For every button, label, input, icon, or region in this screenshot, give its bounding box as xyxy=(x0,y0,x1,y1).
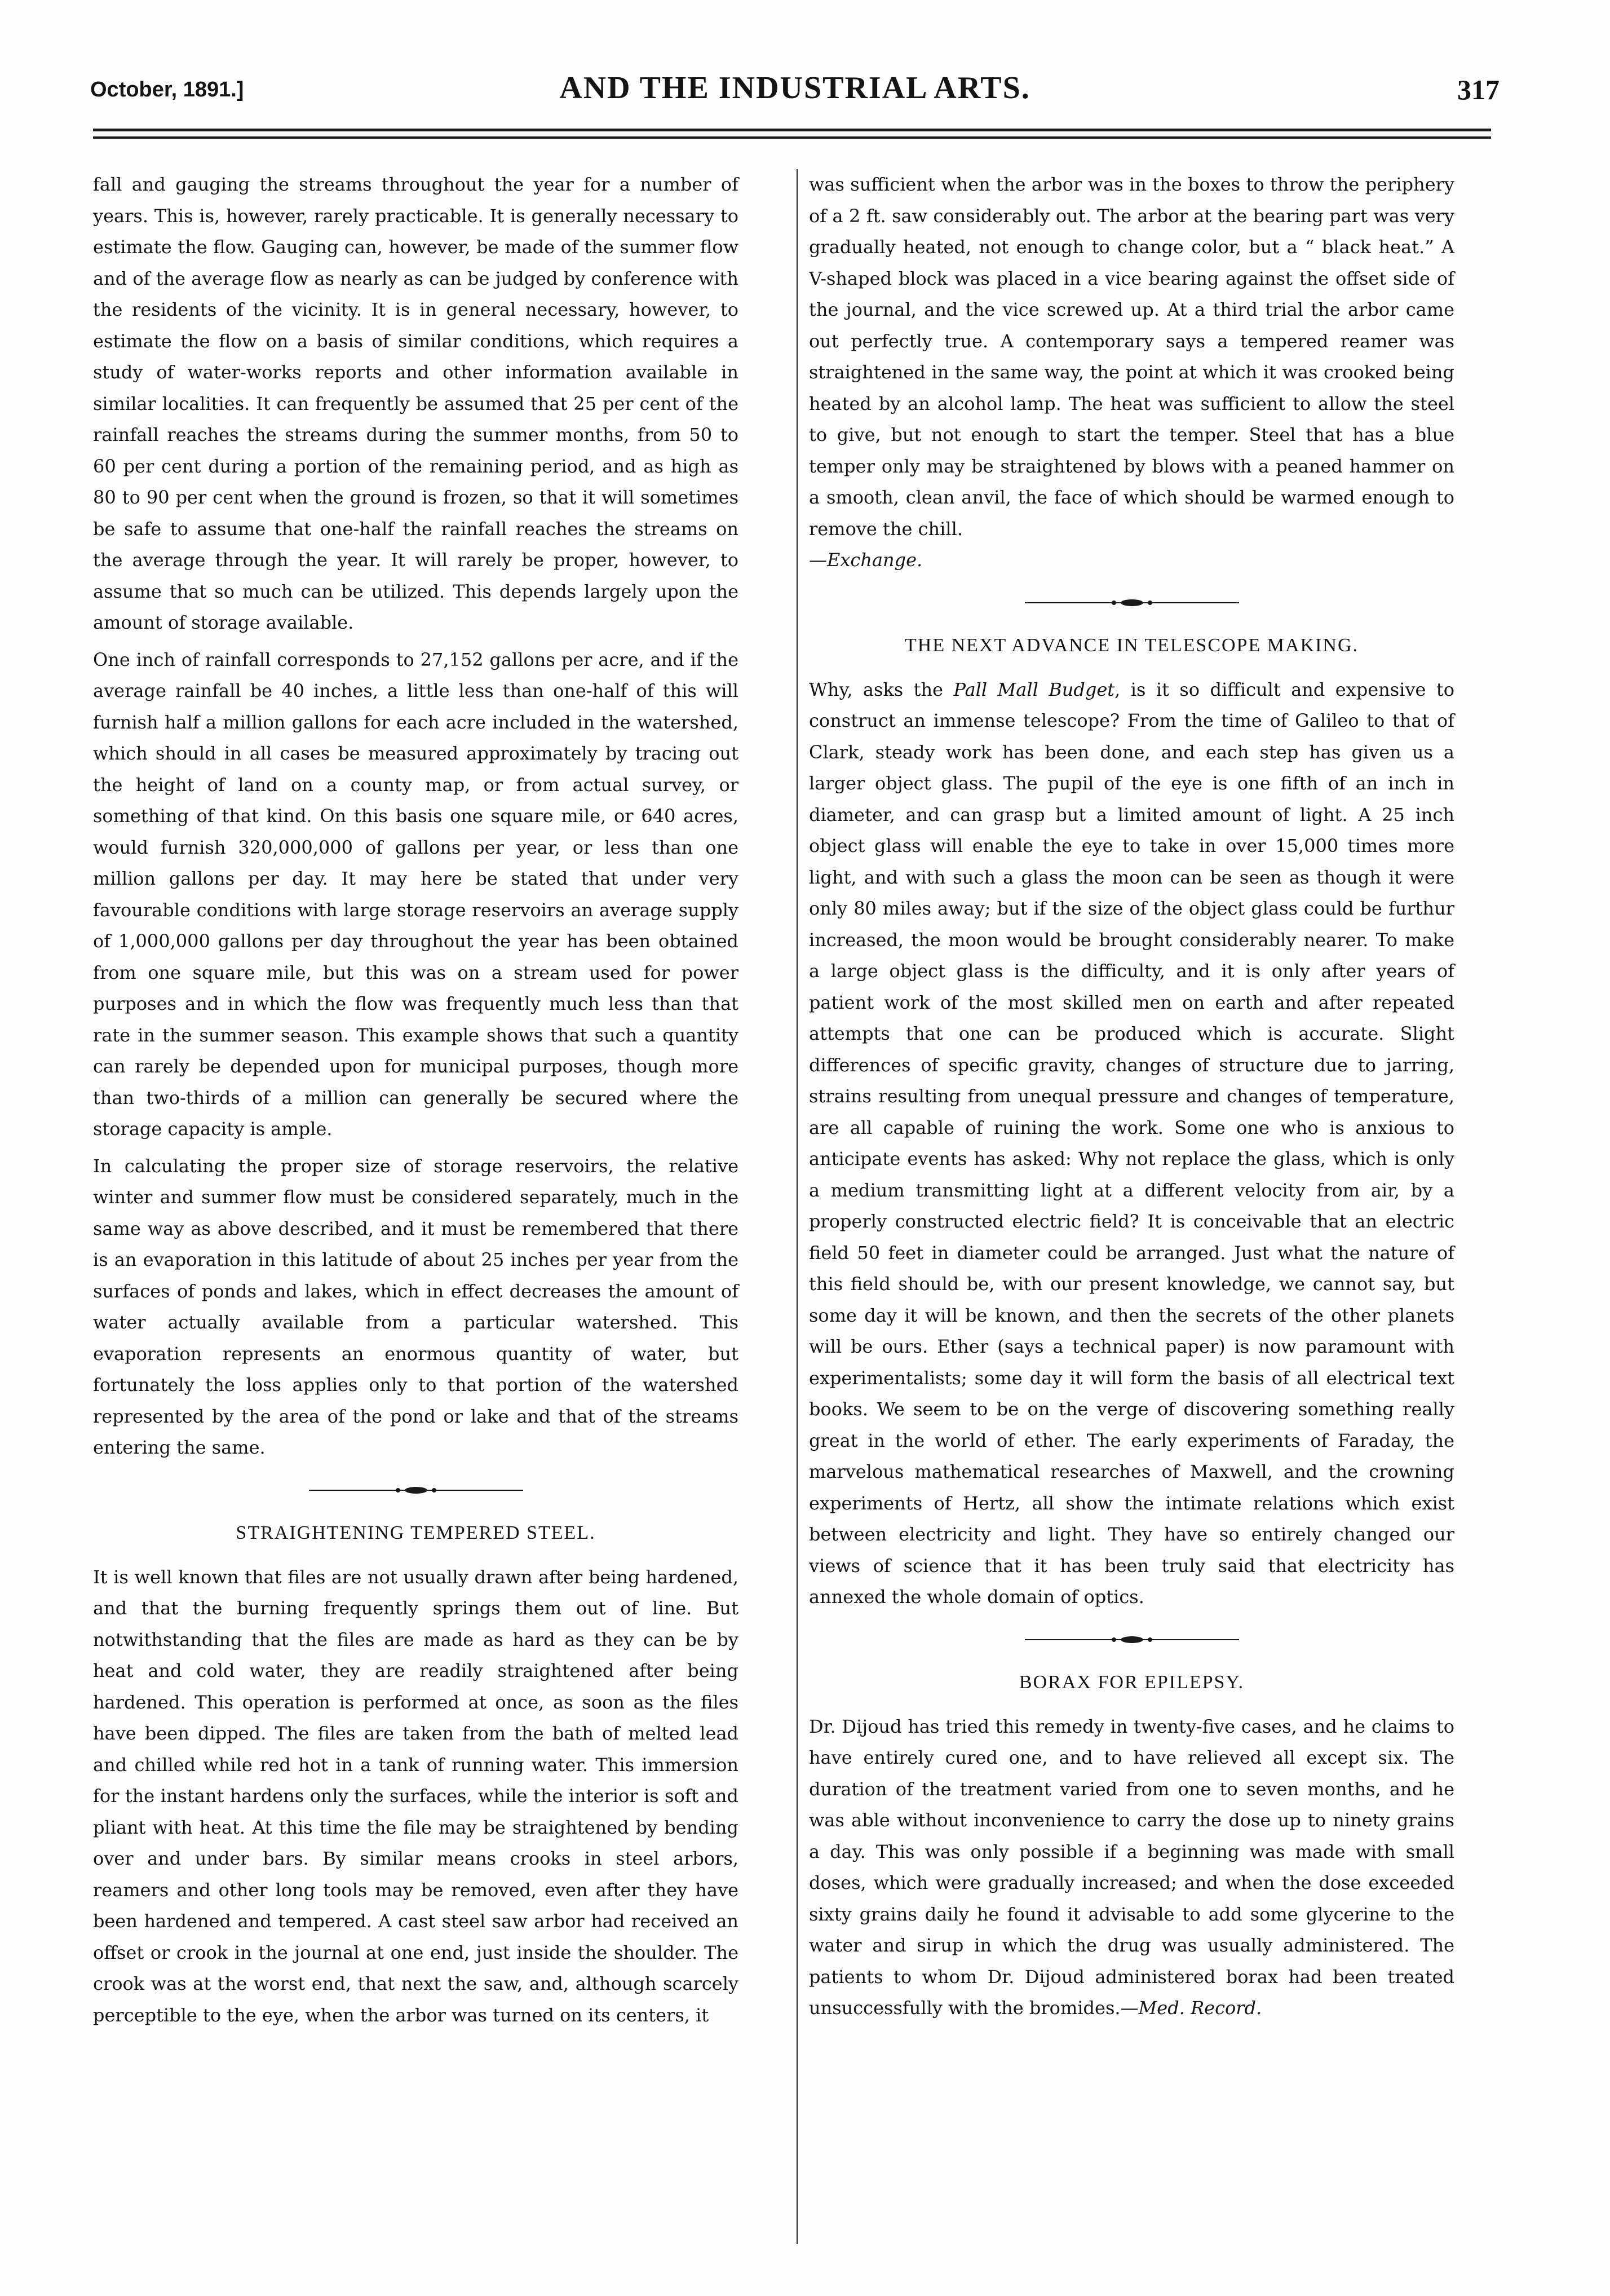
steel-paragraph-continued-text: was sufficient when the arbor was in the boxes to throw the periphery of a 2 ft. saw considerably out. The arbor at the bearing part was very gradually heated, not enough to change color, but a “ black heat.” A V-shaped block was placed in a vice bearing against the offset side of the journal, and the vice screwed up. At a third trial the arbor came out perfectly true. A contemporary says a tempered reamer was straightened in the same way, the point at which it was crooked being heated by an alcohol lamp. The heat was sufficient to allow the steel to give, but not enough to start the temper. Steel that has a blue temper only may be straightened by blows with a peaned hammer on a smooth, clean anvil, the face of which should be warmed enough to remove the chill. xyxy=(809,174,1454,540)
column-divider xyxy=(797,169,798,2244)
page-number: 317 xyxy=(1457,74,1500,105)
telescope-body: , is it so difficult and expensive to construct an immense telescope? From the time of Galileo to that of Clark, steady work has been done, and each step has given us a larger object glass. The pupil of the eye is one fifth of an inch in diameter, and can grasp but a limited amount of light. A 25 inch object glass will enable the eye to take in over 15,000 times more light, and with such a glass the moon can be seen as though it were only 80 miles away; but if the size of the object glass could be furthur increased, the moon would be brought considerably nearer. To make a large object glass is the difficulty, and it is only after years of patient work of the most skilled men on earth and after repeated attempts that one can be produced which is accurate. Slight differences of specific gravity, changes of structure due to jarring, strains resulting from unequal pressure and changes of temperature, are all capable of ruining the work. Some one who is anxious to anticipate events has asked: Why not replace the glass, which is only a medium transmitting light at a different velocity from air, by a properly constructed electric field? It is conceivable that an electric field 50 feet in diameter could be arranged. Just what the nature of this field should be, with our present knowledge, we cannot say, but some day it will be known, and then the secrets of the other planets will be ours. Ether (says a technical paper) is now paramount with experimentalists; some day it will form the basis of all electrical text books. We seem to be on the verge of discovering something really great in the world of ether. The early experiments of Faraday, the marvelous mathematical researches of Maxwell, and the crowning experiments of Hertz, all show the intimate relations which exist between electricity and light. They have so entirely changed our views of science that it has been truly said that electricity has annexed the whole domain of optics. xyxy=(809,678,1455,1608)
ornament-icon xyxy=(1025,597,1239,608)
header-rule-thin xyxy=(93,136,1491,139)
telescope-lead: Why, asks the xyxy=(809,678,954,700)
steel-paragraph-1: It is well known that files are not usually drawn after being hardened, and that the burning frequently springs them out of line. But notwithstanding that the files are made as hard as they can be by heat and cold water, they are readily straightened after being hardened. This operation is performed at once, as soon as the files have been dipped. The files are taken from the bath of melted lead and chilled while red hot in a tank of running water. This immersion for the instant hardens only the surfaces, while the interior is soft and pliant with heat. At this time the file may be straightened by bending over and under bars. By similar means crooks in steel arbors, reamers and other long tools may be removed, even after they have been hardened and tempered. A cast steel saw arbor had received an offset or crook in the journal at one end, just inside the shoulder. The crook was at the worst end, that next the saw, and, although scarcely perceptible to the eye, when the arbor was turned on its centers, it xyxy=(93,1566,738,2026)
rainfall-paragraph-1: fall and gauging the streams throughout the year for a number of years. This is, however, rarely practicable. It is generally necessary to estimate the flow. Gauging can, however, be made of the summer flow and of the average flow as nearly as can be judged by conference with the residents of the vicinity. It is in general necessary, however, to estimate the flow on a basis of similar conditions, which requires a study of water-works reports and other information available in similar localities. It can frequently be assumed that 25 per cent of the rainfall reaches the streams during the summer months, from 50 to 60 per cent during a portion of the remaining period, and as high as 80 to 90 per cent when the ground is frozen, so that it will sometimes be safe to assume that one-half the rainfall reaches the streams on the average through the year. It will rarely be proper, however, to assume that so much can be utilized. This depends largely upon the amount of storage available. xyxy=(93,174,738,633)
ornament-icon xyxy=(1025,1634,1239,1645)
section-ornament xyxy=(809,1627,1454,1653)
telescope-publication: Pall Mall Budget xyxy=(953,678,1115,700)
ornament-icon xyxy=(309,1485,523,1496)
header-rule-thick xyxy=(93,129,1491,131)
steel-source: —Exchange. xyxy=(809,549,923,571)
section-ornament xyxy=(809,590,1454,616)
right-column xyxy=(809,169,1454,2024)
section-heading-telescope: THE NEXT ADVANCE IN TELESCOPE MAKING. xyxy=(905,634,1359,656)
telescope-paragraph xyxy=(809,674,1454,1613)
borax-source: —Med. Record. xyxy=(1120,1997,1262,2019)
section-heading-steel: STRAIGHTENING TEMPERED STEEL. xyxy=(236,1522,596,1543)
steel-paragraph-continued xyxy=(809,169,1454,576)
borax-body: Dr. Dijoud has tried this remedy in twenty-five cases, and he claims to have entirely cured one, and to have relieved all except six. The duration of the treatment varied from one to seven months, and he was able without inconvenience to carry the dose up to ninety grains a day. This was only possible if a beginning was made with small doses, which were gradually increased; and when the dose exceeded sixty grains daily he found it advisable to add some glycerine to the water and sirup in which the drug was usually administered. The patients to whom Dr. Dijoud administered borax had been treated unsuccessfully with the bromides. xyxy=(809,1715,1454,2019)
header-date: October, 1891.] xyxy=(90,78,244,101)
rainfall-paragraph-2: One inch of rainfall corresponds to 27,152 gallons per acre, and if the average rainfall be 40 inches, a little less than one-half of this will furnish half a million gallons for each acre included in the watershed, which should in all cases be measured approximately by tracing out the height of land on a county map, or from actual survey, or something of that kind. On this basis one square mile, or 640 acres, would furnish 320,000,000 of gallons per year, or less than one million gallons per day. It may here be stated that under very favourable conditions with large storage reservoirs an average supply of 1,000,000 gallons per day throughout the year has been obtained from one square mile, but this was on a stream used for power purposes and in which the flow was frequently much less than that rate in the summer season. This example shows that such a quantity can rarely be depended upon for municipal purposes, though more than two-thirds of a million can generally be secured where the storage capacity is ample. xyxy=(93,648,738,1140)
rainfall-paragraph-3: In calculating the proper size of storage reservoirs, the relative winter and summer flow must be considered separately, much in the same way as above described, and it must be remembered that there is an evaporation in this latitude of about 25 inches per year from the surfaces of ponds and lakes, which in effect decreases the amount of water actually available from a particular watershed. This evaporation represents an enormous quantity of water, but fortunately the loss applies only to that portion of the watershed represented by the area of the pond or lake and that of the streams entering the same. xyxy=(93,1155,738,1458)
section-ornament xyxy=(93,1477,738,1503)
section-heading-borax: BORAX FOR EPILEPSY. xyxy=(1019,1671,1245,1693)
borax-paragraph xyxy=(809,1711,1454,2024)
left-column xyxy=(93,169,738,2031)
page-header xyxy=(90,63,1500,114)
header-title: AND THE INDUSTRIAL ARTS. xyxy=(559,70,1030,105)
